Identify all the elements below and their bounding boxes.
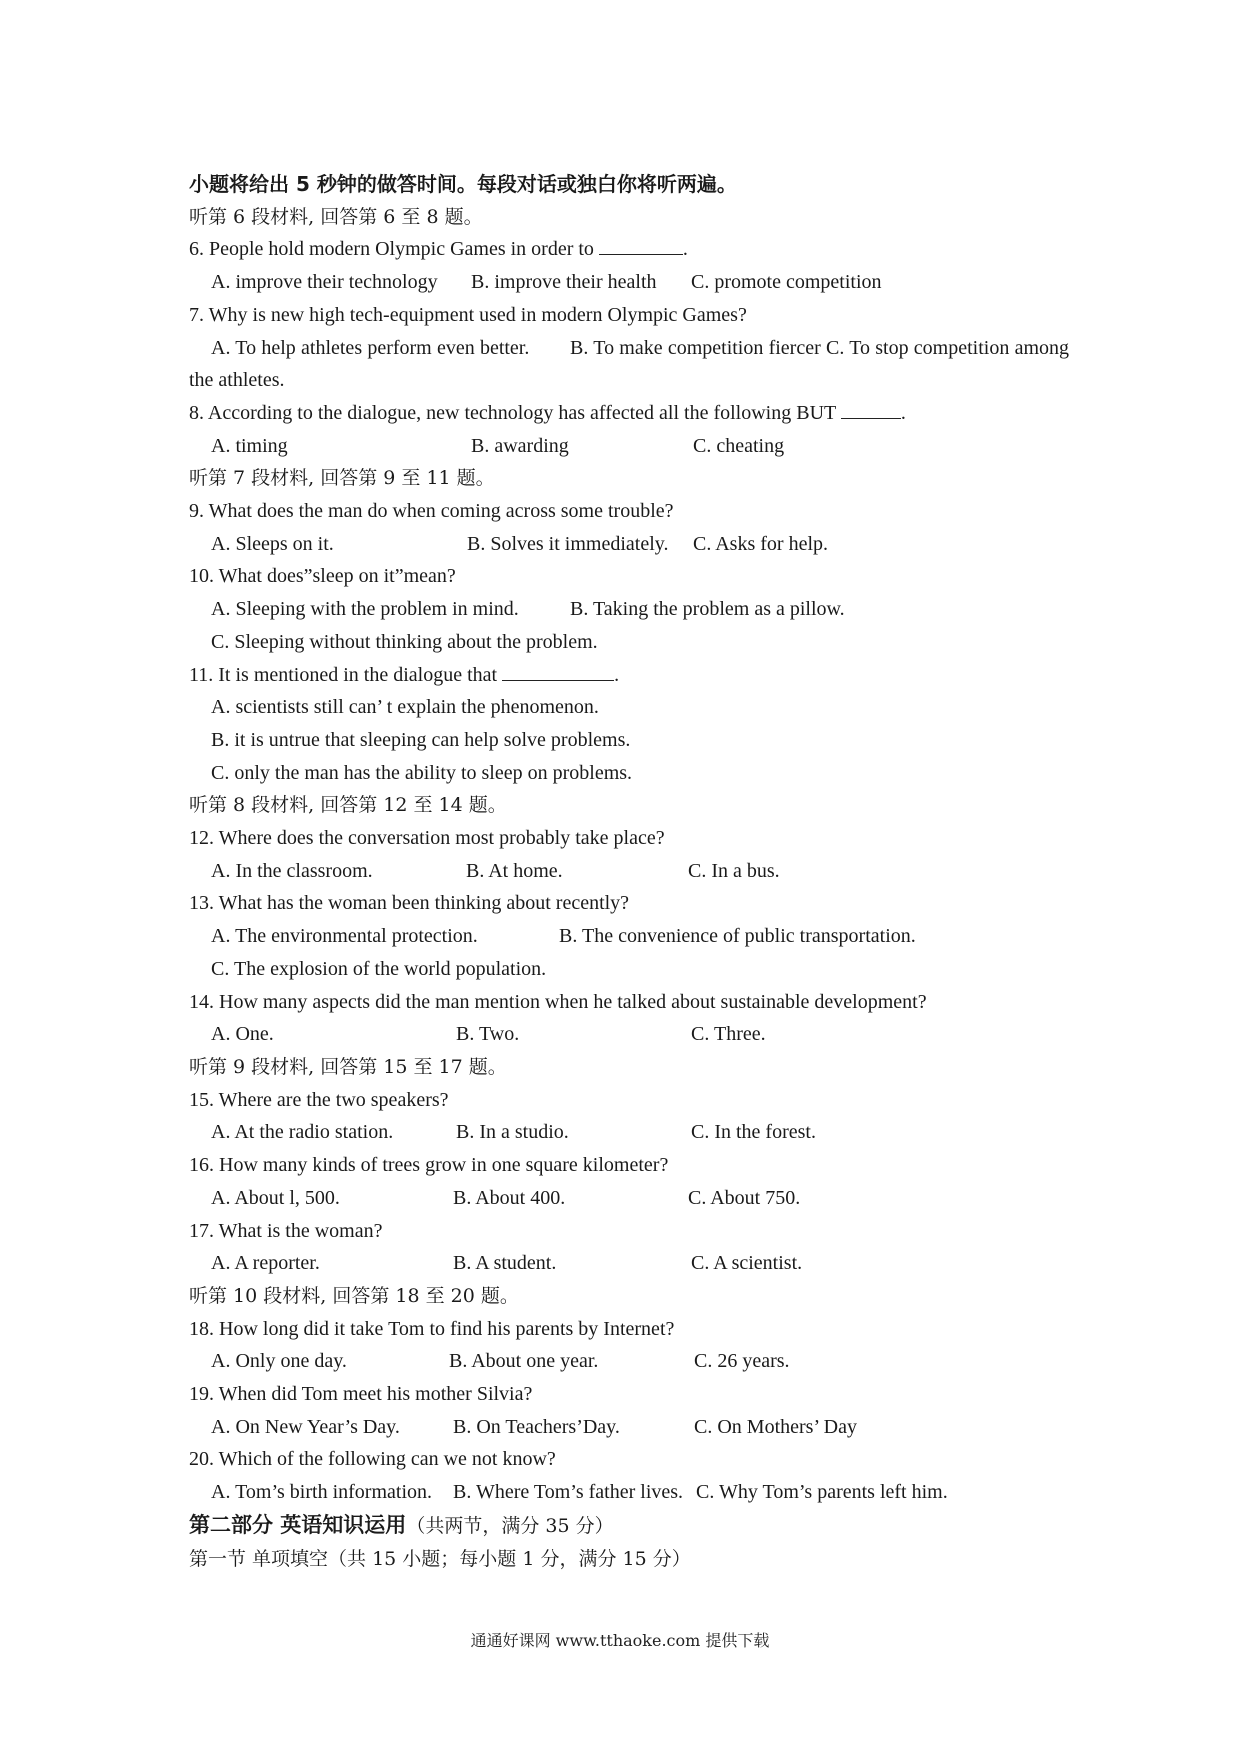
option-c: C. Asks for help.: [693, 532, 828, 555]
intro-instruction: 小题将给出 5 秒钟的做答时间。每段对话或独白你将听两遍。: [189, 172, 737, 196]
exam-page: [189, 168, 1069, 1575]
question-9: 9. What does the man do when coming across some trouble?: [189, 500, 674, 523]
option-b: B. The convenience of public transportation.: [559, 925, 916, 948]
option-b: B. About 400.: [453, 1186, 566, 1209]
question-14: 14. How many aspects did the man mention when he talked about sustainable development?: [189, 990, 927, 1013]
question-16: 16. How many kinds of trees grow in one square kilometer?: [189, 1154, 669, 1177]
option-c: C. Sleeping without thinking about the problem.: [211, 630, 598, 653]
option-a: A. timing: [211, 434, 288, 457]
options-row: [189, 1476, 1069, 1509]
option-c: C. promote competition: [691, 271, 882, 294]
question-12: 12. Where does the conversation most probably take place?: [189, 827, 665, 850]
answer-blank: [599, 236, 683, 255]
options-row: [189, 1018, 1069, 1051]
option-b: B. A student.: [453, 1252, 557, 1275]
options-row: [189, 626, 1069, 659]
question-20: 20. Which of the following can we not know?: [189, 1448, 556, 1471]
question-11: [189, 659, 1069, 692]
option-c: C. In a bus.: [688, 859, 780, 882]
part-two-heading: [189, 1509, 1069, 1543]
option-b: B. improve their health: [471, 271, 657, 294]
option-c: C. A scientist.: [691, 1252, 803, 1275]
option-a: A. On New Year’s Day.: [211, 1415, 400, 1438]
question-19: 19. When did Tom meet his mother Silvia?: [189, 1383, 533, 1406]
option-b: B. Where Tom’s father lives.: [453, 1481, 684, 1504]
answer-blank: [841, 400, 901, 419]
options-row: [189, 953, 1069, 986]
question-15: 15. Where are the two speakers?: [189, 1088, 449, 1111]
option-c: C. only the man has the ability to sleep on problems.: [211, 761, 633, 784]
part-two-title: 第二部分 英语知识运用: [189, 1512, 407, 1537]
part-two-note: （共两节，满分 35 分）: [406, 1514, 614, 1537]
question-17: 17. What is the woman?: [189, 1219, 383, 1242]
option-c: C. 26 years.: [694, 1350, 790, 1373]
question-stem: 11. It is mentioned in the dialogue that: [189, 663, 498, 686]
options-row: [189, 1247, 1069, 1280]
section-heading: 听第 10 段材料, 回答第 18 至 20 题。: [189, 1284, 519, 1307]
options-row: [189, 1182, 1069, 1215]
question-7-options: A. To help athletes perform even better. B. To make competition fiercer C. To stop competition among the athletes.: [189, 336, 1069, 392]
question-stem: 8. According to the dialogue, new technology has affected all the following BUT: [189, 401, 836, 424]
option-c: C. On Mothers’ Day: [694, 1415, 857, 1438]
option-a: A. Tom’s birth information.: [211, 1481, 432, 1504]
option-b: B. Solves it immediately.: [467, 532, 669, 555]
options-row: [189, 528, 1069, 561]
options-row: [189, 593, 1069, 626]
option-a: A. The environmental protection.: [211, 925, 478, 948]
question-tail: .: [900, 401, 906, 424]
option-b: B. Taking the problem as a pillow.: [570, 598, 845, 621]
section-heading: 听第 9 段材料, 回答第 15 至 17 题。: [189, 1055, 507, 1078]
option-a: A. About l, 500.: [211, 1186, 340, 1209]
options-row: [189, 691, 1069, 724]
option-a: A. A reporter.: [211, 1252, 320, 1275]
question-6: [189, 233, 1069, 266]
section-one-heading: 第一节 单项填空（共 15 小题；每小题 1 分，满分 15 分）: [189, 1547, 691, 1570]
options-row: [189, 724, 1069, 757]
option-b: B. In a studio.: [456, 1121, 569, 1144]
option-b: B. awarding: [471, 434, 569, 457]
option-b: B. it is untrue that sleeping can help solve problems.: [211, 728, 631, 751]
options-row: [189, 1345, 1069, 1378]
question-18: 18. How long did it take Tom to find his parents by Internet?: [189, 1317, 675, 1340]
options-row: [189, 266, 1069, 299]
option-a: A. improve their technology: [211, 271, 438, 294]
question-10: 10. What does”sleep on it”mean?: [189, 565, 456, 588]
option-c: C. Why Tom’s parents left him.: [696, 1481, 948, 1504]
options-row: [189, 855, 1069, 888]
options-row: [189, 1116, 1069, 1149]
option-c: C. About 750.: [688, 1186, 801, 1209]
options-row: [189, 920, 1069, 953]
option-a: A. Sleeps on it.: [211, 532, 334, 555]
options-row: [189, 757, 1069, 790]
option-b: B. At home.: [466, 859, 563, 882]
section-heading: 听第 6 段材料, 回答第 6 至 8 题。: [189, 205, 483, 228]
section-heading: 听第 8 段材料, 回答第 12 至 14 题。: [189, 794, 507, 817]
option-a: A. One.: [211, 1023, 274, 1046]
option-a: A. scientists still can’ t explain the phenomenon.: [211, 696, 599, 719]
question-8: [189, 397, 1069, 430]
question-13: 13. What has the woman been thinking about recently?: [189, 892, 630, 915]
question-tail: .: [614, 663, 620, 686]
option-b: B. About one year.: [449, 1350, 599, 1373]
option-c: C. In the forest.: [691, 1121, 816, 1144]
question-tail: .: [682, 238, 688, 261]
option-c: C. cheating: [693, 434, 785, 457]
option-b: B. Two.: [456, 1023, 520, 1046]
section-heading: 听第 7 段材料, 回答第 9 至 11 题。: [189, 467, 495, 490]
option-c: C. Three.: [691, 1023, 766, 1046]
question-stem: 6. People hold modern Olympic Games in order to: [189, 238, 594, 261]
page-footer: 通通好课网 www.tthaoke.com 提供下载: [470, 1631, 770, 1650]
question-7: 7. Why is new high tech-equipment used in modern Olympic Games?: [189, 303, 747, 326]
option-a: A. Only one day.: [211, 1350, 347, 1373]
option-b: B. On Teachers’Day.: [453, 1415, 620, 1438]
option-c: C. The explosion of the world population.: [211, 957, 547, 980]
option-a: A. In the classroom.: [211, 859, 373, 882]
option-a: A. At the radio station.: [211, 1121, 394, 1144]
options-row: [189, 1411, 1069, 1444]
option-a: A. Sleeping with the problem in mind.: [211, 598, 519, 621]
options-row: [189, 430, 1069, 463]
answer-blank: [502, 662, 614, 681]
